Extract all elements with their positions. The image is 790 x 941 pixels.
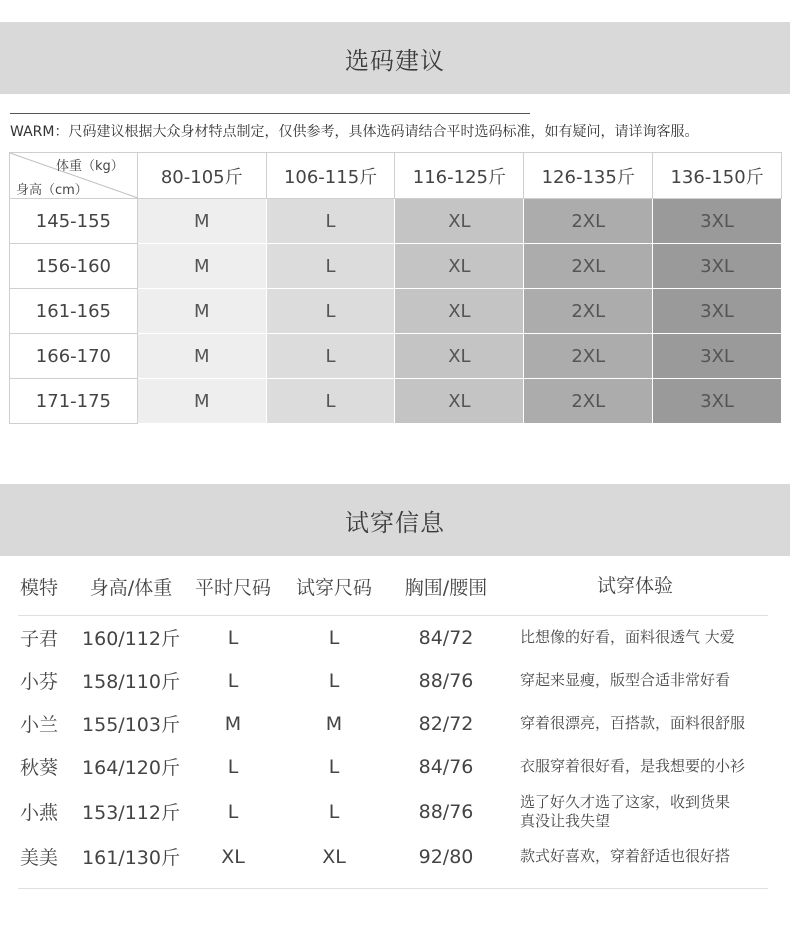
size-cell: XL — [395, 334, 524, 379]
model-tried-size: L — [328, 800, 340, 823]
model-comment: 穿起来显瘦，版型合适非常好看 — [520, 671, 731, 689]
size-cell: M — [138, 334, 267, 379]
size-cell: 2XL — [524, 334, 653, 379]
model-tried-size: L — [328, 755, 340, 778]
model-usual-size: L — [227, 800, 239, 823]
size-cell: L — [267, 334, 396, 379]
weight-column-header: 116-125斤 — [395, 152, 524, 199]
size-chart-table — [9, 152, 782, 424]
corner-cell — [9, 152, 138, 199]
size-cell: M — [138, 244, 267, 289]
size-cell: M — [138, 289, 267, 334]
model-comment: 衣服穿着很好看，是我想要的小衫 — [520, 757, 746, 775]
size-cell: 3XL — [653, 199, 782, 244]
size-cell: 3XL — [653, 334, 782, 379]
model-usual-size: M — [224, 712, 242, 735]
model-usual-size: L — [227, 755, 239, 778]
size-cell: 2XL — [524, 289, 653, 334]
header-tried-size: 试穿尺码 — [295, 576, 372, 599]
model-bust-waist: 82/72 — [418, 712, 474, 735]
model-bust-waist: 92/80 — [418, 845, 474, 868]
model-height-weight: 153/112斤 — [82, 802, 180, 824]
model-bust-waist: 84/72 — [418, 626, 474, 649]
model-comment: 比想像的好看，面料很透气 大爱 — [520, 628, 735, 646]
model-row — [10, 788, 770, 835]
corner-height-label: 身高（cm） — [16, 183, 88, 198]
height-range-cell: 145-155 — [9, 199, 138, 244]
model-usual-size: L — [227, 626, 239, 649]
model-name: 小芬 — [20, 671, 59, 693]
size-cell: 2XL — [524, 244, 653, 289]
height-range-cell: 161-165 — [9, 289, 138, 334]
size-cell: 3XL — [653, 289, 782, 334]
size-cell: L — [267, 289, 396, 334]
model-height-weight: 164/120斤 — [82, 757, 180, 779]
size-chart-row — [9, 289, 782, 334]
model-usual-size: XL — [221, 845, 245, 868]
size-cell: XL — [395, 199, 524, 244]
model-name: 小兰 — [20, 714, 59, 736]
model-usual-size: L — [227, 669, 239, 692]
model-row — [10, 659, 770, 702]
model-tried-size: M — [325, 712, 343, 735]
model-tried-size: L — [328, 669, 340, 692]
model-tried-size: XL — [322, 845, 346, 868]
size-chart-row — [9, 199, 782, 244]
size-cell: XL — [395, 244, 524, 289]
size-chart-header-row — [9, 152, 782, 199]
size-chart-row — [9, 244, 782, 289]
model-row — [10, 702, 770, 745]
model-name: 美美 — [20, 847, 59, 869]
size-cell: XL — [395, 379, 524, 424]
model-bust-waist: 88/76 — [418, 669, 474, 692]
try-on-header-row — [10, 565, 770, 607]
size-cell: L — [267, 379, 396, 424]
size-cell: L — [267, 199, 396, 244]
size-cell: 3XL — [653, 379, 782, 424]
model-bust-waist: 88/76 — [418, 800, 474, 823]
height-range-cell: 156-160 — [9, 244, 138, 289]
warm-note: WARM：尺码建议根据大众身材特点制定，仅供参考，具体选码请结合平时选码标准，如有疑问，请详询客服。 — [10, 124, 699, 140]
size-cell: 2XL — [524, 199, 653, 244]
model-height-weight: 158/110斤 — [82, 671, 180, 693]
model-tried-size: L — [328, 626, 340, 649]
size-advice-title: 选码建议 — [0, 22, 790, 94]
model-comment: 款式好喜欢，穿着舒适也很好搭 — [520, 847, 731, 865]
weight-column-header: 106-115斤 — [267, 152, 396, 199]
size-cell: M — [138, 199, 267, 244]
divider — [10, 113, 530, 114]
try-on-title: 试穿信息 — [0, 484, 790, 556]
size-cell: 3XL — [653, 244, 782, 289]
weight-column-header: 136-150斤 — [653, 152, 782, 199]
model-row — [10, 616, 770, 659]
try-on-table — [10, 565, 770, 878]
model-height-weight: 161/130斤 — [82, 847, 180, 869]
corner-weight-label: 体重（kg） — [56, 159, 124, 174]
size-chart-row — [9, 379, 782, 424]
header-usual-size: 平时尺码 — [194, 576, 271, 599]
model-row — [10, 745, 770, 788]
model-name: 小燕 — [20, 802, 59, 824]
size-cell: 2XL — [524, 379, 653, 424]
size-cell: XL — [395, 289, 524, 334]
header-experience: 试穿体验 — [596, 574, 673, 597]
header-height-weight: 身高/体重 — [89, 576, 173, 599]
header-bust-waist: 胸围/腰围 — [404, 576, 488, 599]
model-comment: 选了好久才选了这家，收到货果真没让我失望 — [520, 792, 731, 830]
height-range-cell: 171-175 — [9, 379, 138, 424]
model-name: 子君 — [20, 628, 59, 650]
weight-column-header: 80-105斤 — [138, 152, 267, 199]
header-model: 模特 — [20, 576, 59, 599]
divider — [18, 888, 768, 889]
size-cell: M — [138, 379, 267, 424]
model-height-weight: 155/103斤 — [82, 714, 180, 736]
weight-column-header: 126-135斤 — [524, 152, 653, 199]
size-chart-row — [9, 334, 782, 379]
size-cell: L — [267, 244, 396, 289]
model-comment: 穿着很漂亮，百搭款，面料很舒服 — [520, 714, 746, 732]
model-name: 秋葵 — [20, 757, 59, 779]
model-height-weight: 160/112斤 — [82, 628, 180, 650]
model-bust-waist: 84/76 — [418, 755, 474, 778]
height-range-cell: 166-170 — [9, 334, 138, 379]
model-row — [10, 835, 770, 878]
